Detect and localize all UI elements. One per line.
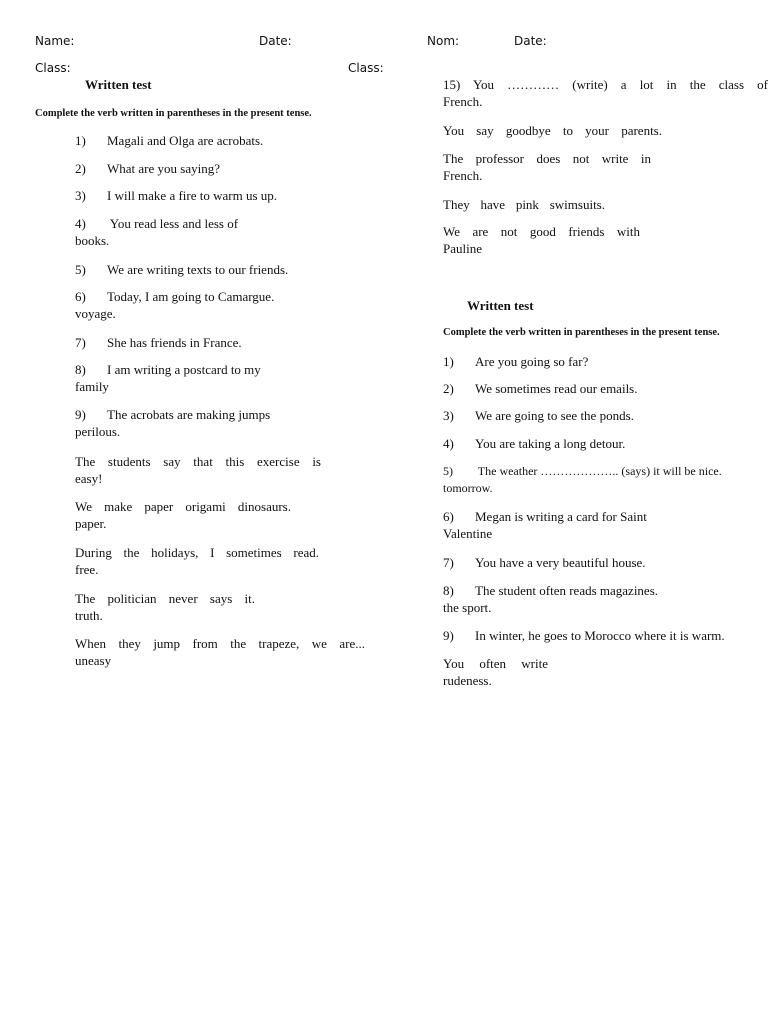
left-extra-3: [75, 544, 319, 578]
item-text: I will make a fire to warm us up.: [107, 188, 278, 203]
right-title: Written test: [467, 298, 534, 313]
left-item-4: [75, 215, 238, 249]
item-text: She has friends in France.: [107, 335, 242, 350]
date-label: Date:: [259, 34, 292, 48]
item-text: They have pink swimsuits.: [443, 197, 605, 212]
item-continuation: paper.: [75, 516, 107, 531]
item-text: 15) You ………… (write) a lot in the class of: [443, 77, 768, 92]
item-continuation: French.: [443, 94, 483, 109]
item-text: You say goodbye to your parents.: [443, 123, 662, 138]
item-continuation: Valentine: [443, 526, 493, 541]
item-continuation: uneasy: [75, 653, 112, 668]
item-number: 6): [75, 289, 86, 304]
item-continuation: truth.: [75, 608, 103, 623]
right-test: [380, 0, 768, 700]
item-text: We sometimes read our emails.: [475, 381, 638, 396]
item-continuation: voyage.: [75, 306, 116, 321]
item-number: 2): [75, 161, 86, 176]
item-continuation: tomorrow.: [443, 481, 493, 495]
item-text: You often write: [443, 656, 548, 671]
item-number: 3): [75, 188, 86, 203]
item-text: Megan is writing a card for Saint: [475, 509, 647, 524]
item-continuation: Pauline: [443, 241, 482, 256]
item-text: The professor does not write in: [443, 151, 651, 166]
left-extra-1: [75, 453, 321, 487]
item-continuation: the sport.: [443, 600, 492, 615]
item-number: 1): [443, 354, 454, 369]
item-continuation: rudeness.: [443, 673, 492, 688]
right-instructions: Complete the verb written in parentheses in the present tense.: [443, 327, 720, 338]
right-top-15: [443, 76, 768, 110]
right-top-2: [443, 122, 662, 139]
item-continuation: books.: [75, 233, 110, 248]
left-item-1: [75, 132, 263, 149]
item-continuation: easy!: [75, 471, 103, 486]
item-text: Today, I am going to Camargue.: [107, 289, 275, 304]
left-extra-2: [75, 498, 291, 532]
right-item-7: [443, 554, 646, 571]
item-text: You are taking a long detour.: [475, 436, 626, 451]
nom-label: Nom:: [427, 34, 460, 48]
item-text: We make paper origami dinosaurs.: [75, 499, 291, 514]
item-text: The politician never says it.: [75, 591, 255, 606]
item-number: 5): [75, 262, 86, 277]
name-label: Name:: [35, 34, 75, 48]
item-text: You read less and less of: [107, 216, 239, 231]
item-text: In winter, he goes to Morocco where it is warm.: [475, 628, 725, 643]
left-instructions: Complete the verb written in parentheses in the present tense.: [35, 108, 312, 119]
left-item-3: [75, 187, 277, 204]
item-text: You have a very beautiful house.: [475, 555, 646, 570]
left-title: Written test: [85, 77, 152, 92]
right-item-8: [443, 582, 658, 616]
item-continuation: family: [75, 379, 109, 394]
left-item-5: [75, 261, 288, 278]
item-text: When they jump from the trapeze, we are...: [75, 636, 365, 651]
item-text: The student often reads magazines.: [475, 583, 659, 598]
right-top-5: [443, 223, 640, 257]
item-text: Are you going so far?: [475, 354, 589, 369]
left-item-8: [75, 361, 261, 395]
right-item-4: [443, 435, 625, 452]
left-test: [0, 0, 380, 700]
right-top-3: [443, 150, 651, 184]
right-item-2: [443, 380, 638, 397]
item-text: Magali and Olga are acrobats.: [107, 133, 264, 148]
item-text: We are writing texts to our friends.: [107, 262, 289, 277]
item-number: 9): [75, 407, 86, 422]
left-item-6: [75, 288, 274, 322]
left-extra-5: [75, 635, 365, 669]
left-item-9: [75, 406, 270, 440]
item-number: 7): [75, 335, 86, 350]
item-number: 5): [443, 464, 453, 478]
right-top-4: [443, 196, 605, 213]
item-text: I am writing a postcard to my: [107, 362, 261, 377]
item-number: 4): [443, 436, 454, 451]
item-text: We are going to see the ponds.: [475, 408, 634, 423]
item-number: 1): [75, 133, 86, 148]
item-number: 9): [443, 628, 454, 643]
item-continuation: perilous.: [75, 424, 121, 439]
item-number: 6): [443, 509, 454, 524]
item-number: 7): [443, 555, 454, 570]
item-number: 8): [75, 362, 86, 377]
right-item-1: [443, 353, 588, 370]
left-extra-4: [75, 590, 255, 624]
class-label-2: Class:: [348, 61, 384, 75]
item-number: 3): [443, 408, 454, 423]
right-item-9: [443, 627, 725, 644]
item-continuation: French.: [443, 168, 483, 183]
item-number: 2): [443, 381, 454, 396]
right-item-6: [443, 508, 647, 542]
right-item-3: [443, 407, 634, 424]
item-text: We are not good friends with: [443, 224, 640, 239]
item-text: The weather ……………….. (says) it will be nice.: [475, 464, 722, 478]
item-number: 4): [75, 216, 86, 231]
item-text: The students say that this exercise is: [75, 454, 321, 469]
class-label: Class:: [35, 61, 71, 75]
item-text: What are you saying?: [107, 161, 220, 176]
right-extra-1: [443, 655, 548, 689]
item-continuation: free.: [75, 562, 99, 577]
item-text: The acrobats are making jumps: [107, 407, 271, 422]
item-number: 8): [443, 583, 454, 598]
date-label-2: Date:: [514, 34, 547, 48]
left-item-7: [75, 334, 242, 351]
left-item-2: [75, 160, 220, 177]
right-item-5: [443, 463, 722, 497]
item-text: During the holidays, I sometimes read.: [75, 545, 319, 560]
